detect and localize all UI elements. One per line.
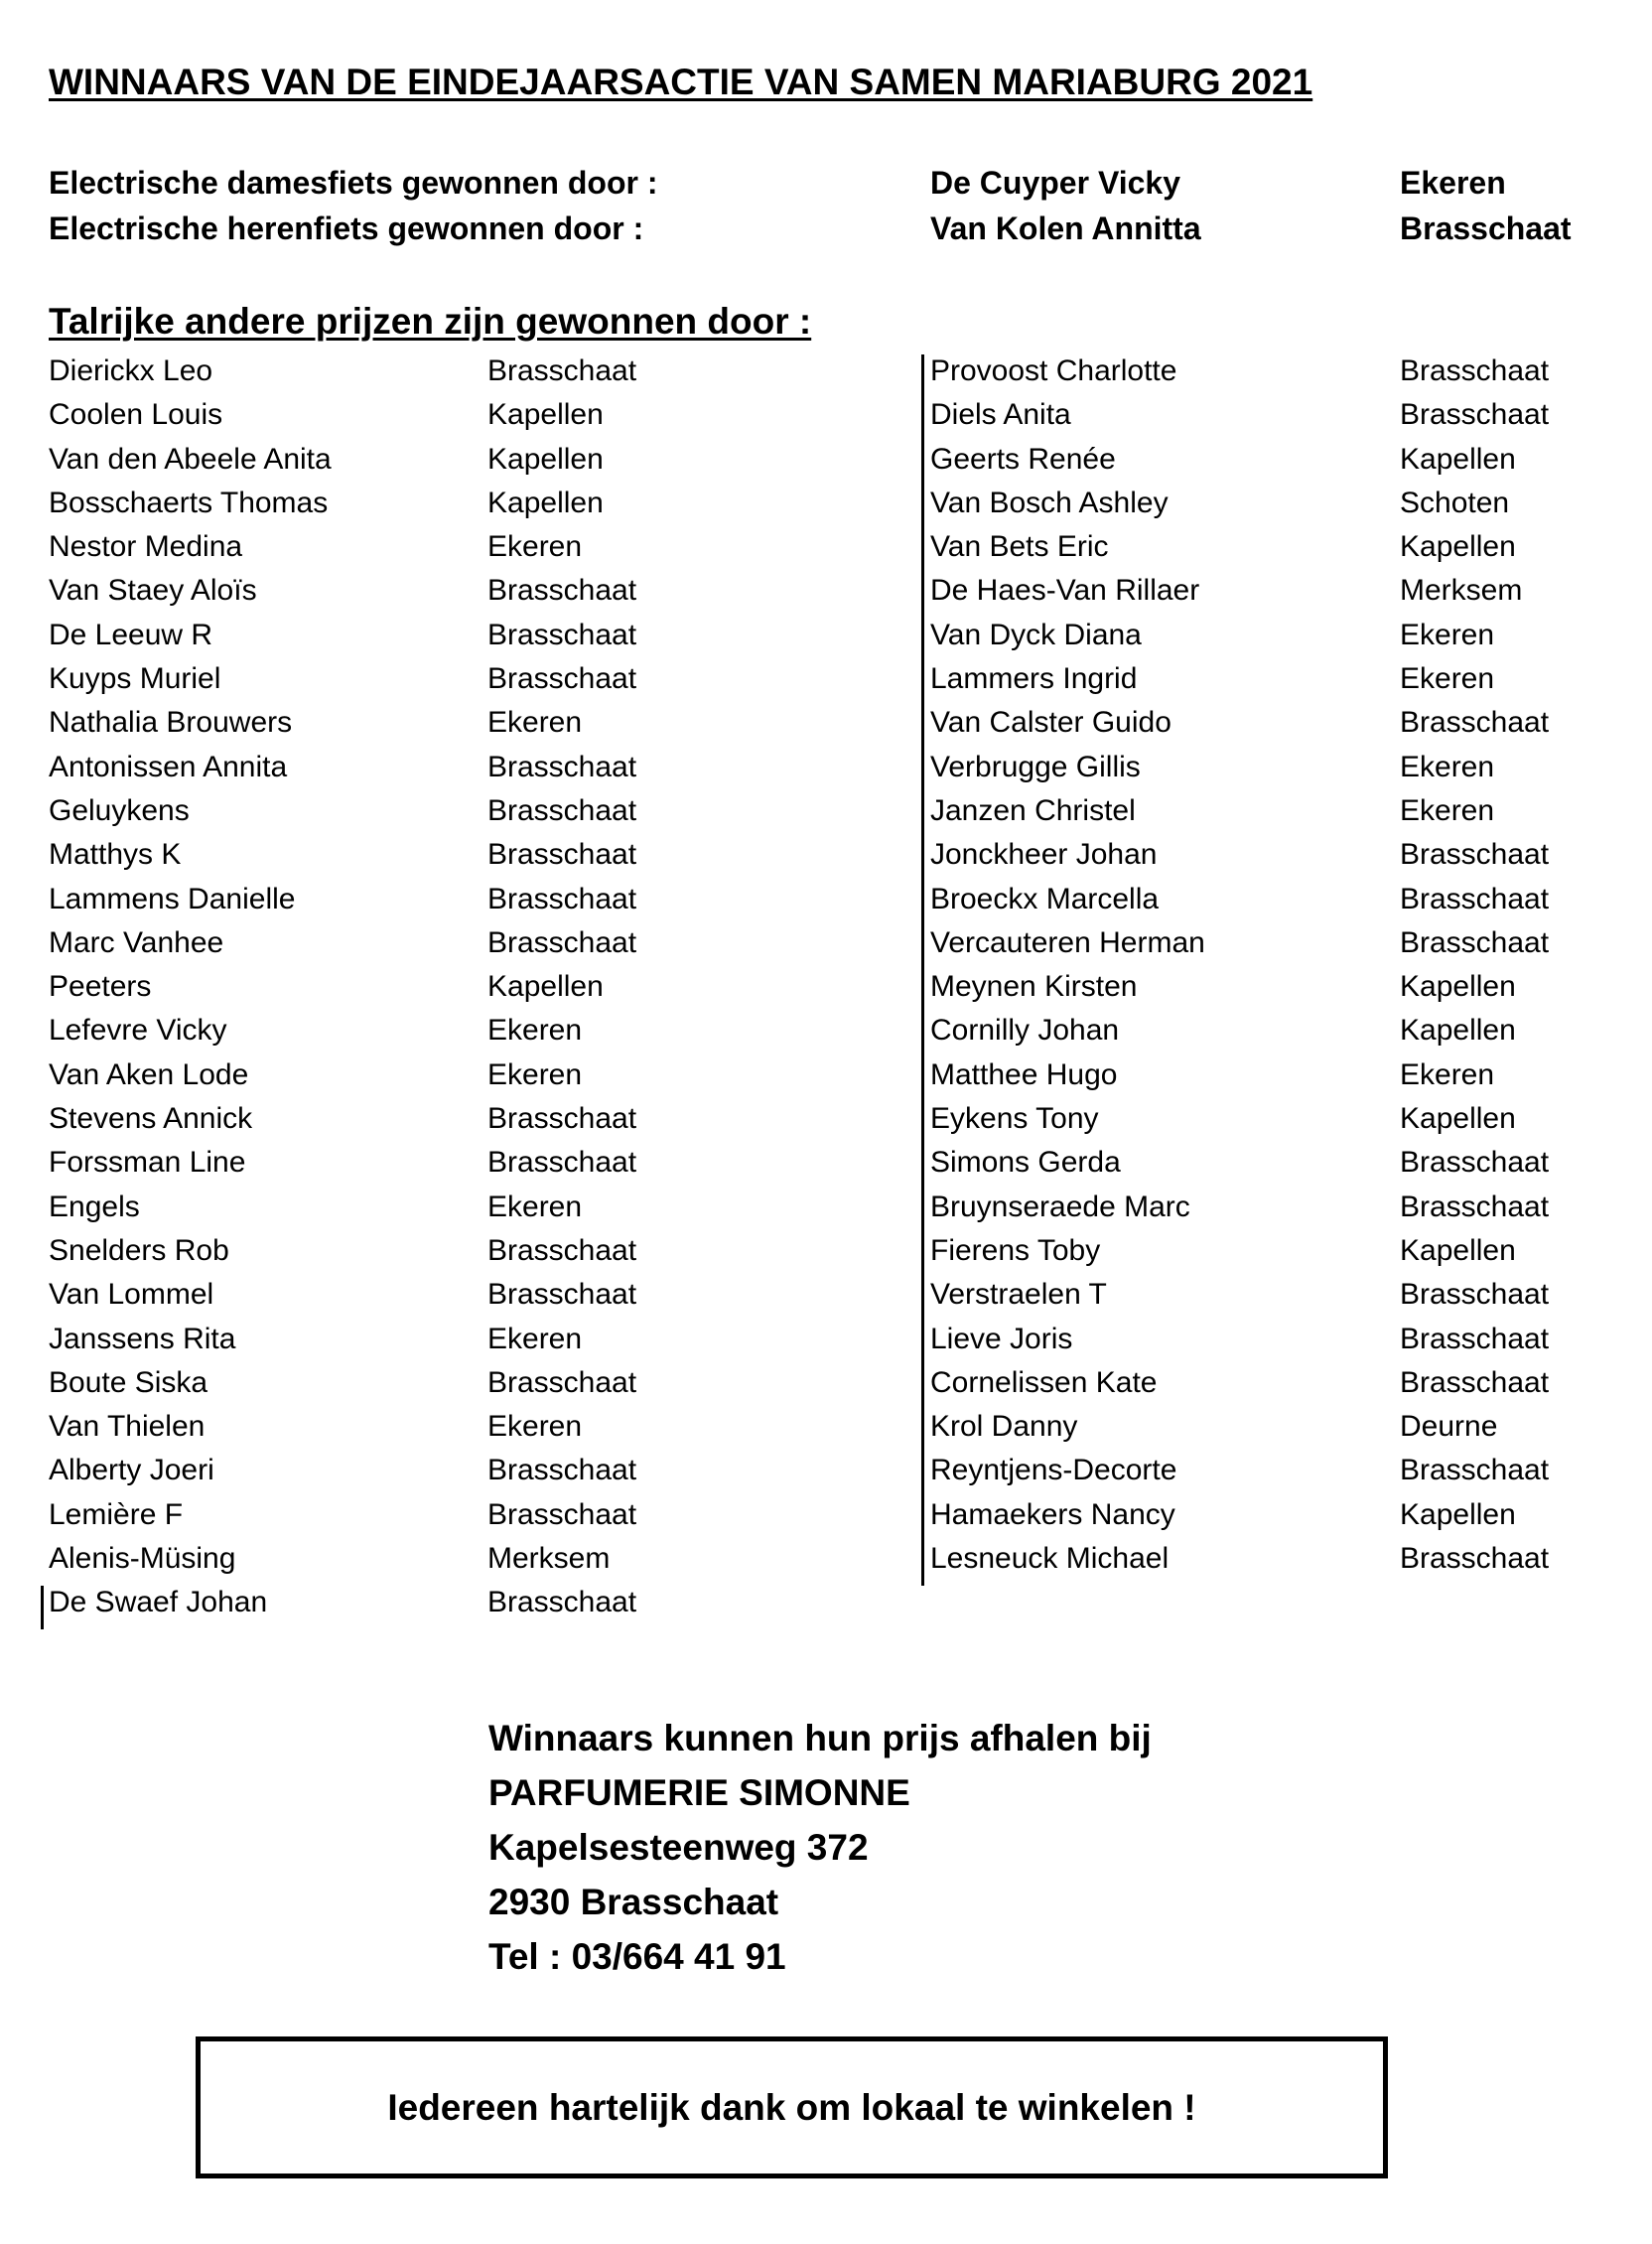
winner-row	[49, 574, 744, 618]
winner-town: Brasschaat	[1400, 1278, 1550, 1312]
winner-name: Vercauteren Herman	[930, 925, 1205, 959]
winner-row	[930, 443, 1625, 487]
winner-town: Merksem	[1400, 574, 1523, 608]
winner-town: Ekeren	[487, 1190, 583, 1223]
winner-row	[930, 574, 1625, 618]
main-prize-town: Ekeren	[1400, 165, 1506, 201]
winner-name: Fierens Toby	[930, 1233, 1101, 1267]
winner-row	[49, 1323, 744, 1366]
winner-name: Forssman Line	[49, 1146, 246, 1180]
winner-name: Van den Abeele Anita	[49, 442, 332, 476]
winner-town: Kapellen	[487, 398, 604, 432]
winner-town: Brasschaat	[487, 793, 637, 827]
winner-name: Lefevre Vicky	[49, 1014, 227, 1048]
winner-name: Nestor Medina	[49, 530, 243, 564]
left-margin-mark	[41, 1586, 44, 1629]
other-prizes-heading: Talrijke andere prijzen zijn gewonnen door :	[49, 301, 812, 342]
winner-row	[930, 706, 1625, 750]
winner-row	[49, 706, 744, 750]
winner-name: Eykens Tony	[930, 1102, 1099, 1136]
winner-town: Brasschaat	[1400, 1190, 1550, 1223]
winner-name: Lammens Danielle	[49, 882, 296, 915]
winner-row	[930, 883, 1625, 926]
winner-row	[49, 530, 744, 574]
winner-town: Kapellen	[1400, 1233, 1516, 1267]
winner-name: Van Bosch Ashley	[930, 486, 1169, 519]
winner-town: Brasschaat	[487, 750, 637, 783]
winner-town: Brasschaat	[1400, 1322, 1550, 1355]
winner-row	[49, 1498, 744, 1542]
winner-town: Brasschaat	[487, 662, 637, 696]
main-prize-row-mens-bike	[49, 210, 1637, 254]
winner-row	[49, 1586, 744, 1629]
winner-town: Ekeren	[1400, 793, 1495, 827]
winner-name: Van Thielen	[49, 1410, 206, 1444]
winner-town: Brasschaat	[1400, 398, 1550, 432]
right-winners-list	[930, 354, 1625, 1586]
winner-row	[49, 883, 744, 926]
winner-name: Bruynseraede Marc	[930, 1190, 1190, 1223]
winner-row	[930, 926, 1625, 970]
winner-row	[49, 1366, 744, 1410]
winner-name: Lammers Ingrid	[930, 662, 1138, 696]
winner-name: Van Dyck Diana	[930, 618, 1142, 651]
winner-name: Jonckheer Johan	[930, 838, 1158, 872]
shop-street: Kapelsesteenweg 372	[488, 1827, 869, 1868]
winner-row	[49, 1278, 744, 1322]
winner-name: Antonissen Annita	[49, 750, 288, 783]
shop-city: 2930 Brasschaat	[488, 1882, 779, 1922]
thanks-message: Iedereen hartelijk dank om lokaal te winkelen !	[387, 2086, 1196, 2128]
winner-name: Coolen Louis	[49, 398, 223, 432]
winner-name: Simons Gerda	[930, 1146, 1121, 1180]
main-prize-label: Electrische herenfiets gewonnen door :	[49, 210, 644, 246]
winner-town: Brasschaat	[487, 1233, 637, 1267]
winner-name: Lesneuck Michael	[930, 1542, 1170, 1576]
winner-town: Brasschaat	[487, 1586, 637, 1619]
winner-row	[49, 1102, 744, 1146]
winner-name: Van Bets Eric	[930, 530, 1109, 564]
winner-name: Alenis-Müsing	[49, 1542, 236, 1576]
winner-row	[49, 1191, 744, 1234]
main-prize-winner: De Cuyper Vicky	[930, 165, 1180, 201]
winner-town: Schoten	[1400, 486, 1510, 519]
winner-row	[49, 1146, 744, 1190]
winner-town: Ekeren	[1400, 662, 1495, 696]
winner-town: Brasschaat	[1400, 1146, 1550, 1180]
winner-town: Kapellen	[1400, 1014, 1516, 1048]
winner-town: Ekeren	[487, 1322, 583, 1355]
page-title: WINNAARS VAN DE EINDEJAARSACTIE VAN SAMEN MARIABURG 2021	[49, 62, 1313, 102]
pickup-info	[488, 1718, 1152, 1991]
winner-row	[930, 1058, 1625, 1102]
winner-town: Brasschaat	[487, 1454, 637, 1487]
winner-name: Van Staey Aloïs	[49, 574, 257, 608]
winner-name: Stevens Annick	[49, 1102, 253, 1136]
winner-row	[49, 1454, 744, 1497]
winner-row	[930, 1498, 1625, 1542]
winner-name: Van Lommel	[49, 1278, 214, 1312]
winner-name: De Haes-Van Rillaer	[930, 574, 1200, 608]
winner-name: Geluykens	[49, 793, 190, 827]
winner-name: Snelders Rob	[49, 1233, 229, 1267]
winner-name: Alberty Joeri	[49, 1454, 214, 1487]
winner-row	[49, 487, 744, 530]
winner-row	[930, 1366, 1625, 1410]
winner-row	[49, 398, 744, 442]
winner-row	[930, 398, 1625, 442]
winner-name: Janssens Rita	[49, 1322, 236, 1355]
winner-town: Brasschaat	[487, 925, 637, 959]
winner-row	[930, 1410, 1625, 1454]
winner-row	[930, 1014, 1625, 1057]
winner-row	[49, 443, 744, 487]
winner-town: Brasschaat	[1400, 1454, 1550, 1487]
winner-row	[930, 662, 1625, 706]
winner-town: Brasschaat	[487, 882, 637, 915]
winner-name: Dierickx Leo	[49, 354, 213, 387]
winner-town: Ekeren	[487, 1410, 583, 1444]
winner-row	[930, 1191, 1625, 1234]
winner-row	[49, 751, 744, 794]
winner-town: Kapellen	[487, 970, 604, 1004]
winner-name: Van Calster Guido	[930, 706, 1171, 740]
winner-town: Brasschaat	[487, 1146, 637, 1180]
winner-row	[930, 1146, 1625, 1190]
winner-town: Kapellen	[1400, 530, 1516, 564]
winner-town: Deurne	[1400, 1410, 1498, 1444]
thanks-box	[196, 2036, 1388, 2178]
winner-row	[49, 926, 744, 970]
winner-row	[930, 619, 1625, 662]
winner-town: Ekeren	[487, 706, 583, 740]
winner-name: Lemière F	[49, 1497, 184, 1531]
winner-town: Brasschaat	[1400, 1365, 1550, 1399]
winner-name: Broeckx Marcella	[930, 882, 1160, 915]
winner-row	[930, 1323, 1625, 1366]
winner-row	[930, 794, 1625, 838]
winner-town: Brasschaat	[1400, 706, 1550, 740]
main-prize-row-ladies-bike	[49, 165, 1637, 209]
winner-town: Brasschaat	[487, 618, 637, 651]
pickup-intro: Winnaars kunnen hun prijs afhalen bij	[488, 1718, 1152, 1758]
winner-row	[49, 619, 744, 662]
winner-town: Merksem	[487, 1542, 611, 1576]
winner-name: Verstraelen T	[930, 1278, 1107, 1312]
winner-name: Provoost Charlotte	[930, 354, 1177, 387]
winner-name: Lieve Joris	[930, 1322, 1073, 1355]
winner-town: Brasschaat	[487, 574, 637, 608]
winner-name: De Leeuw R	[49, 618, 213, 651]
winner-row	[49, 662, 744, 706]
left-winners-list	[49, 354, 744, 1630]
main-prize-town: Brasschaat	[1400, 210, 1572, 246]
winner-town: Ekeren	[487, 530, 583, 564]
winner-row	[930, 1102, 1625, 1146]
winner-town: Ekeren	[487, 1014, 583, 1048]
winner-name: Nathalia Brouwers	[49, 706, 293, 740]
winner-row	[49, 1014, 744, 1057]
winner-name: Meynen Kirsten	[930, 970, 1138, 1004]
winner-row	[49, 970, 744, 1014]
winner-town: Kapellen	[1400, 970, 1516, 1004]
shop-name: PARFUMERIE SIMONNE	[488, 1772, 910, 1813]
winner-town: Brasschaat	[1400, 882, 1550, 915]
winner-name: Matthee Hugo	[930, 1057, 1118, 1091]
winner-name: Cornilly Johan	[930, 1014, 1120, 1048]
winner-name: Hamaekers Nancy	[930, 1497, 1175, 1531]
winner-town: Brasschaat	[1400, 1542, 1550, 1576]
winner-name: Verbrugge Gillis	[930, 750, 1141, 783]
winner-name: Bosschaerts Thomas	[49, 486, 329, 519]
winner-town: Brasschaat	[487, 1102, 637, 1136]
winner-row	[930, 1542, 1625, 1586]
main-prize-label: Electrische damesfiets gewonnen door :	[49, 165, 658, 201]
winner-row	[930, 1278, 1625, 1322]
winner-town: Brasschaat	[487, 838, 637, 872]
column-divider	[921, 354, 924, 1586]
winner-row	[930, 970, 1625, 1014]
winner-town: Ekeren	[1400, 1057, 1495, 1091]
winner-name: Boute Siska	[49, 1365, 208, 1399]
winner-name: Diels Anita	[930, 398, 1071, 432]
winner-town: Ekeren	[1400, 618, 1495, 651]
winner-town: Kapellen	[1400, 442, 1516, 476]
winner-name: Krol Danny	[930, 1410, 1078, 1444]
winner-row	[930, 354, 1625, 398]
winner-name: De Swaef Johan	[49, 1586, 268, 1619]
winner-town: Kapellen	[1400, 1102, 1516, 1136]
winner-row	[930, 1454, 1625, 1497]
winner-town: Ekeren	[487, 1057, 583, 1091]
winner-town: Kapellen	[1400, 1497, 1516, 1531]
winner-town: Kapellen	[487, 486, 604, 519]
winner-town: Brasschaat	[487, 1497, 637, 1531]
winner-name: Cornelissen Kate	[930, 1365, 1158, 1399]
main-prize-winner: Van Kolen Annitta	[930, 210, 1201, 246]
winner-town: Brasschaat	[487, 1365, 637, 1399]
winner-town: Brasschaat	[1400, 925, 1550, 959]
winner-row	[49, 838, 744, 882]
winner-town: Ekeren	[1400, 750, 1495, 783]
winner-row	[49, 354, 744, 398]
winner-town: Brasschaat	[1400, 838, 1550, 872]
winner-name: Janzen Christel	[930, 793, 1136, 827]
winner-town: Brasschaat	[487, 1278, 637, 1312]
winner-town: Brasschaat	[1400, 354, 1550, 387]
winner-row	[49, 1410, 744, 1454]
winner-row	[930, 487, 1625, 530]
winner-name: Matthys K	[49, 838, 182, 872]
winner-town: Kapellen	[487, 442, 604, 476]
winner-row	[930, 838, 1625, 882]
winner-name: Van Aken Lode	[49, 1057, 249, 1091]
winner-name: Geerts Renée	[930, 442, 1116, 476]
winner-name: Marc Vanhee	[49, 925, 224, 959]
winner-row	[930, 530, 1625, 574]
winner-row	[49, 794, 744, 838]
winner-name: Peeters	[49, 970, 152, 1004]
winner-row	[49, 1234, 744, 1278]
shop-phone: Tel : 03/664 41 91	[488, 1936, 786, 1977]
winner-town: Brasschaat	[487, 354, 637, 387]
winner-row	[49, 1542, 744, 1586]
winner-name: Kuyps Muriel	[49, 662, 221, 696]
winner-row	[930, 751, 1625, 794]
winner-row	[930, 1234, 1625, 1278]
winner-row	[49, 1058, 744, 1102]
winner-name: Engels	[49, 1190, 140, 1223]
winner-name: Reyntjens-Decorte	[930, 1454, 1177, 1487]
